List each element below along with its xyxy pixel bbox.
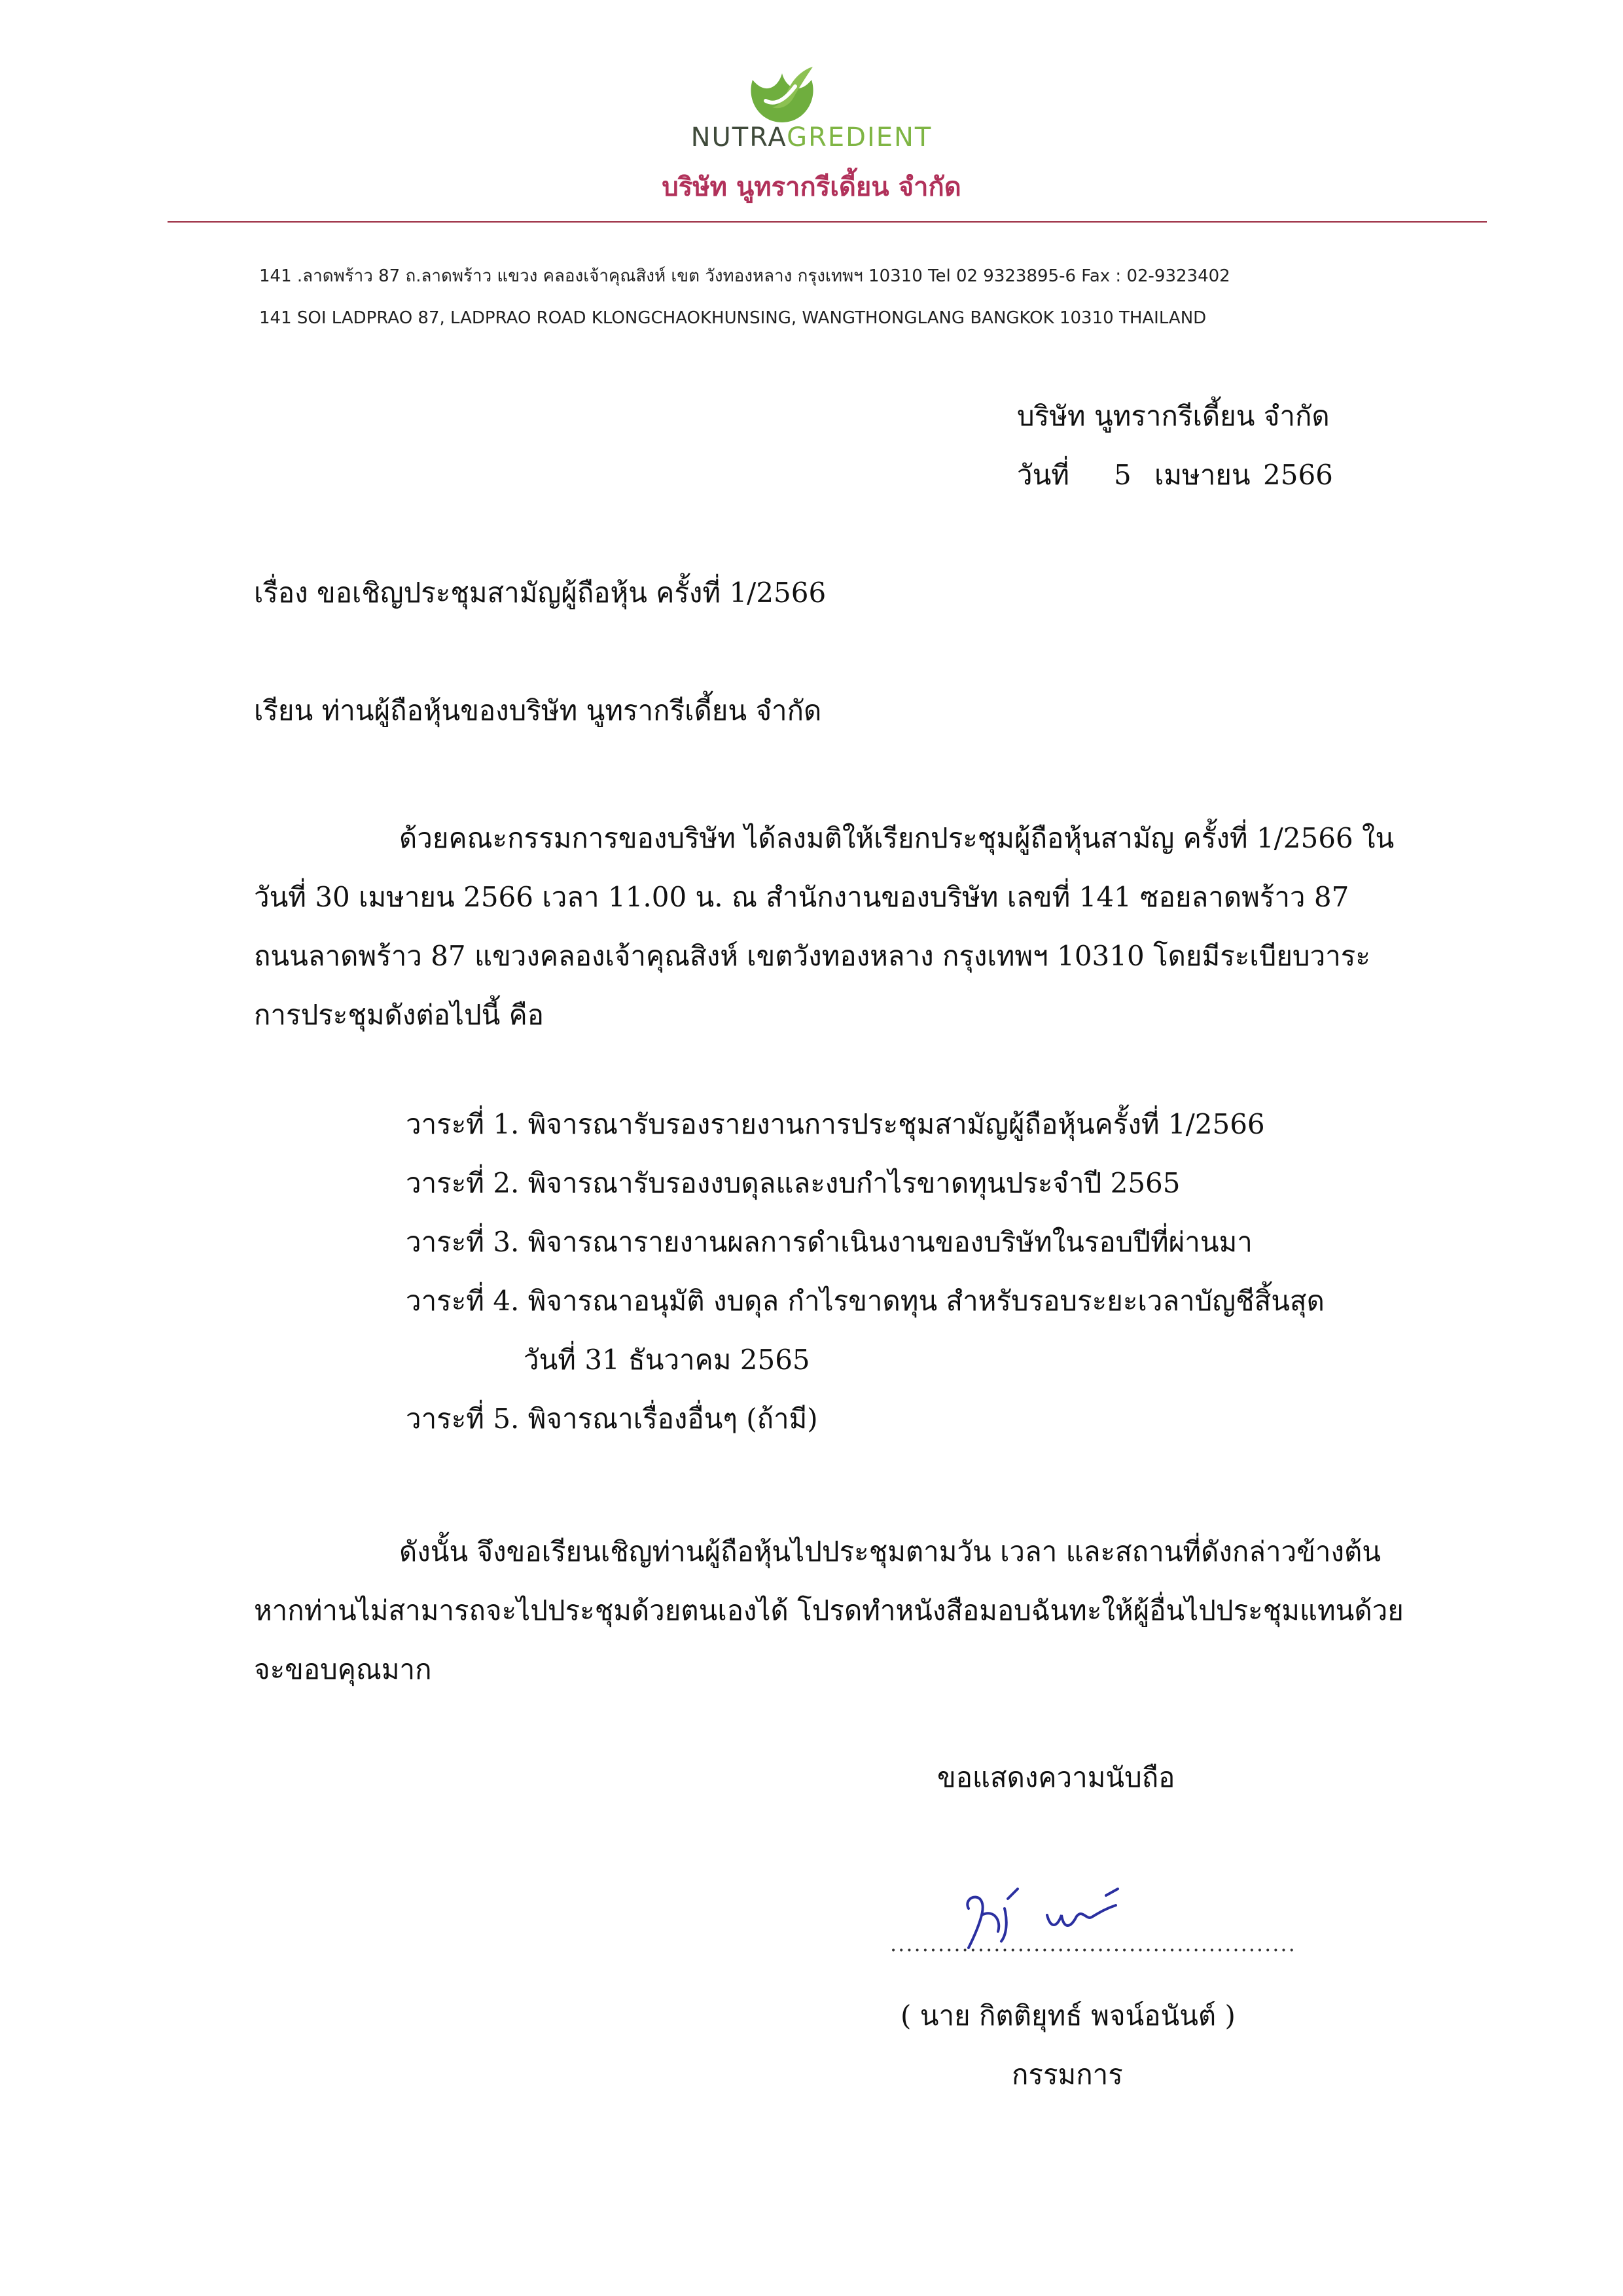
- date-month: เมษายน: [1154, 459, 1251, 491]
- body-paragraph-2: ดังนั้น จึงขอเรียนเชิญท่านผู้ถือหุ้นไปประชุมตามวัน เวลา และสถานที่ดังกล่าวข้างต้น หากท่านไม่สามารถจะไปประชุมด้วยตนเองได้ โปรดทำหนังสือมอบฉันทะให้ผู้อื่นไปประชุมแทนด้วย จะขอบคุณมาก: [254, 1535, 1404, 1685]
- brand-name-part2: GREDIENT: [787, 122, 933, 152]
- agenda-item: วาระที่ 4. พิจารณาอนุมัติ งบดุล กำไรขาดทุน สำหรับรอบระยะเวลาบัญชีสิ้นสุด: [406, 1285, 1325, 1317]
- leaf-logo-icon: [740, 60, 825, 126]
- agenda-item-continuation: วันที่ 31 ธันวาคม 2565: [524, 1344, 810, 1376]
- salutation: เรียน ท่านผู้ถือหุ้นของบริษัท นูทรากรีเดี้ยน จำกัด: [254, 694, 822, 726]
- agenda-item: วาระที่ 5. พิจารณาเรื่องอื่นๆ (ถ้ามี): [406, 1403, 818, 1435]
- header-divider: [168, 221, 1487, 223]
- agenda-item: วาระที่ 2. พิจารณารับรองงบดุลและงบกำไรขาดทุนประจำปี 2565: [406, 1167, 1181, 1199]
- brand-name-part1: NUTRA: [690, 122, 787, 152]
- address-th: 141 .ลาดพร้าว 87 ถ.ลาดพร้าว แขวง คลองเจ้าคุณสิงห์ เขต วังทองหลาง กรุงเทพฯ 10310 Tel 02 9323895-6 Fax : 02-9323402: [259, 266, 1230, 286]
- company-name: บริษัท นูทรากรีเดี้ยน จำกัด: [1017, 400, 1330, 432]
- signer-position: กรรมการ: [1012, 2058, 1123, 2090]
- date-day: 5: [1114, 459, 1132, 491]
- subject-line: เรื่อง ขอเชิญประชุมสามัญผู้ถือหุ้น ครั้งที่ 1/2566: [254, 577, 827, 609]
- brand-name-th: บริษัท นูทรากรีเดี้ยน จำกัด: [662, 171, 961, 202]
- brand-name-en: [576, 119, 1047, 156]
- signature-line: ...................................................: [890, 1931, 1296, 1956]
- body-paragraph-1: ด้วยคณะกรรมการของบริษัท ได้ลงมติให้เรียกประชุมผู้ถือหุ้นสามัญ ครั้งที่ 1/2566 ในวันที่ 30 เมษายน 2566 เวลา 11.00 น. ณ สำนักงานของบริษัท เลขที่ 141 ซอยลาดพร้าว 87 ถนนลาดพร้าว 87 แขวงคลองเจ้าคุณสิงห์ เขตวังทองหลาง กรุงเทพฯ 10310 โดยมีระเบียบวาระการประชุมดังต่อไปนี้ คือ: [254, 822, 1395, 1031]
- closing-phrase: ขอแสดงความนับถือ: [937, 1761, 1175, 1793]
- agenda-item: วาระที่ 1. พิจารณารับรองรายงานการประชุมสามัญผู้ถือหุ้นครั้งที่ 1/2566: [406, 1108, 1265, 1140]
- date-year: 2566: [1263, 459, 1333, 491]
- date-label: วันที่: [1017, 459, 1069, 491]
- address-en: 141 SOI LADPRAO 87, LADPRAO ROAD KLONGCHAOKHUNSING, WANGTHONGLANG BANGKOK 10310 THAILAND: [259, 308, 1207, 328]
- signer-name: ( นาย กิตติยุทธ์ พจน์อนันต์ ): [901, 2000, 1236, 2032]
- agenda-item: วาระที่ 3. พิจารณารายงานผลการดำเนินงานของบริษัทในรอบปีที่ผ่านมา: [406, 1226, 1253, 1258]
